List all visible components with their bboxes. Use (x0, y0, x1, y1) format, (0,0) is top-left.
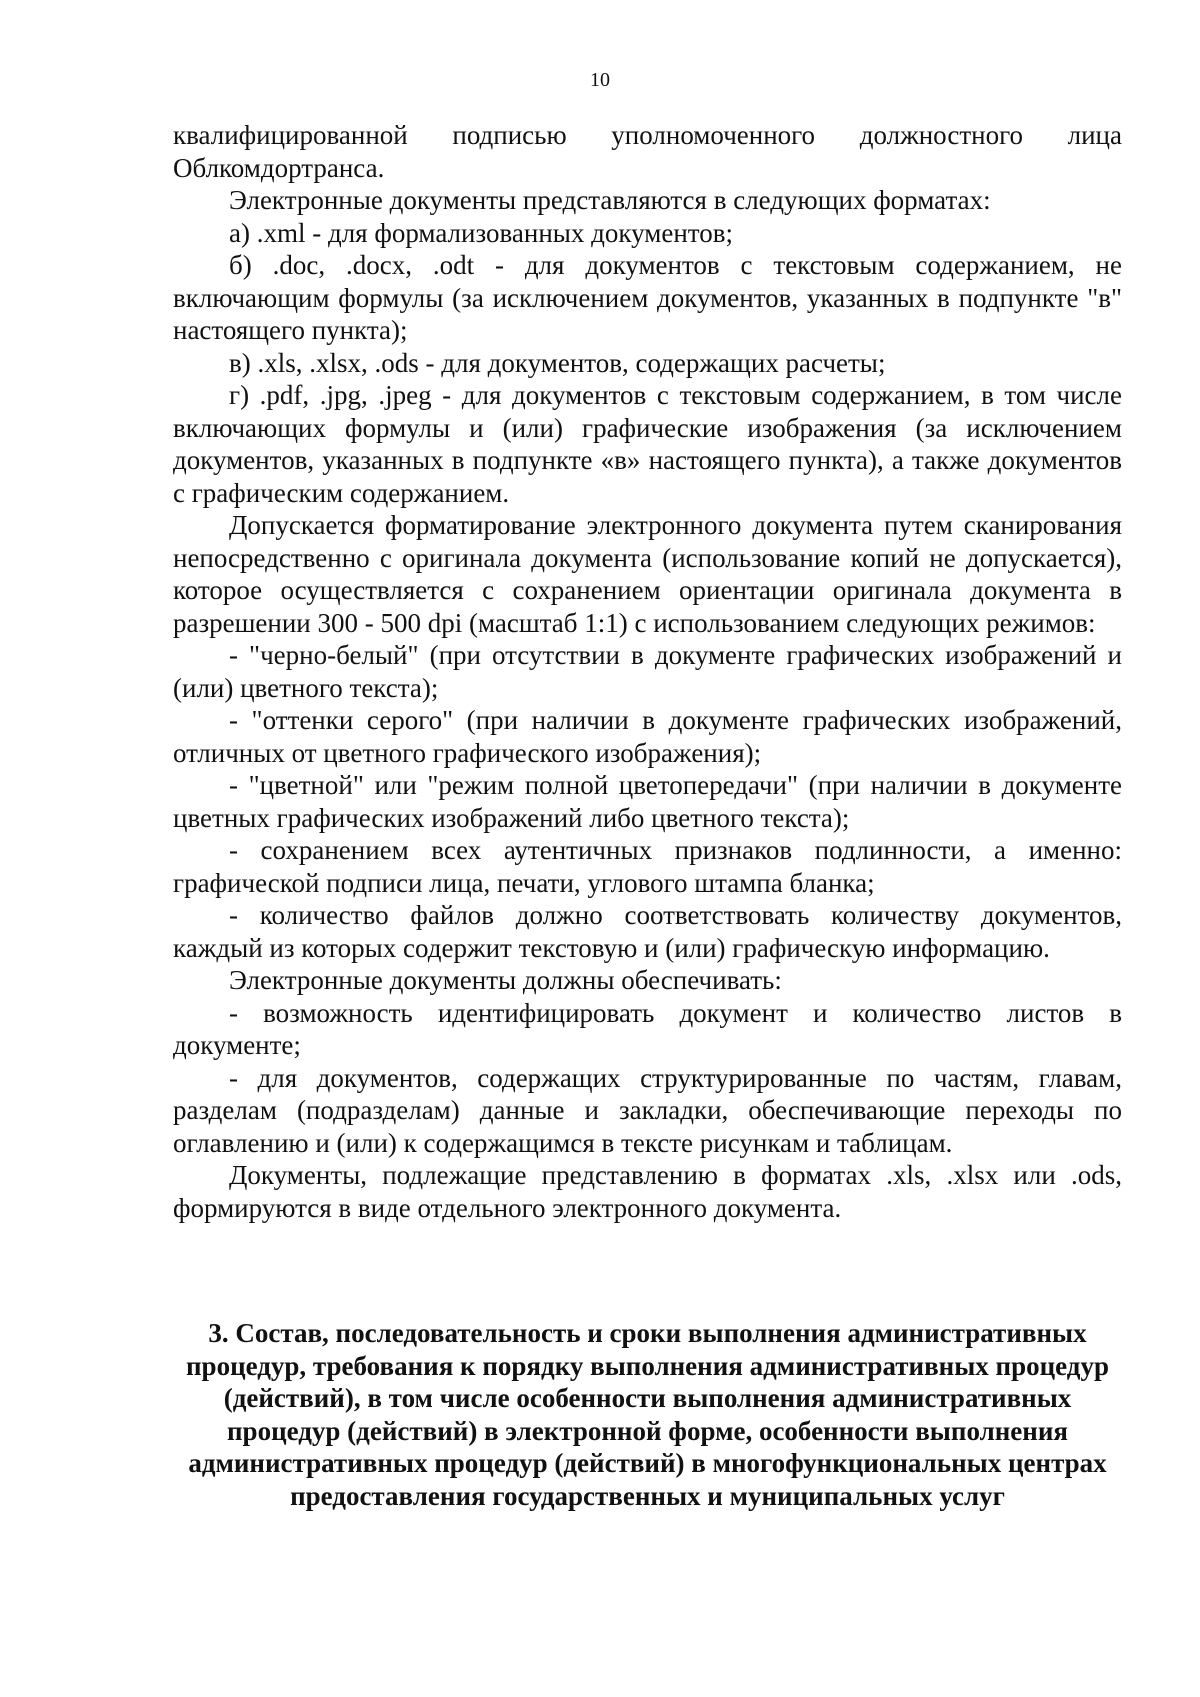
section-heading: 3. Состав, последовательность и сроки выполнения административных процедур, требования к порядку выполнения административных процедур (действий), в том числе особенности выполнения административных процедур (действий) в электронной форме, особенности выполнения административных процедур (действий) в многофункциональных центрах предоставления государственных и муниципальных услуг (186, 1318, 1109, 1511)
paragraph-16: Документы, подлежащие представлению в форматах .xls, .xlsx или .ods, формируются в виде отдельного электронного документа. (173, 1160, 1122, 1223)
paragraph-12: - количество файлов должно соответствовать количеству документов, каждый из которых содержит текстовую и (или) графическую информацию. (173, 900, 1122, 963)
paragraph-15: - для документов, содержащих структурированные по частям, главам, разделам (подразделам) данные и закладки, обеспечивающие переходы по оглавлению и (или) к содержащимся в тексте рисункам и таблицам. (173, 1062, 1122, 1158)
body-text (173, 119, 1122, 1224)
paragraph-6: г) .pdf, .jpg, .jpeg - для документов с текстовым содержанием, в том числе включающих формулы и (или) графические изображения (за исключением документов, указанных в подпункте «в» настоящего пункта), а также документов с графическим содержанием. (173, 380, 1122, 508)
paragraph-7: Допускается форматирование электронного документа путем сканирования непосредственно с оригинала документа (использование копий не допускается), которое осуществляется с сохранением ориентации оригинала документа в разрешении 300 - 500 dpi (масштаб 1:1) с использованием следующих режимов: (173, 510, 1122, 638)
paragraph-1: квалифицированной подписью уполномоченного должностного лица Облкомдортранса. (173, 120, 1122, 183)
paragraph-2: Электронные документы представляются в следующих форматах: (229, 185, 991, 215)
paragraph-5: в) .xls, .xlsx, .ods - для документов, содержащих расчеты; (229, 347, 886, 378)
paragraph-9: - "оттенки серого" (при наличии в документе графических изображений, отличных от цветного графического изображения); (173, 705, 1122, 768)
paragraph-13: Электронные документы должны обеспечивать: (229, 965, 782, 995)
paragraph-14: - возможность идентифицировать документ и количество листов в документе; (173, 997, 1122, 1060)
paragraph-11: - сохранением всех аутентичных признаков подлинности, а именно: графической подписи лица, печати, углового штампа бланка; (173, 835, 1122, 898)
paragraph-3: а) .xml - для формализованных документов; (229, 217, 733, 248)
paragraph-10: - "цветной" или "режим полной цветопередачи" (при наличии в документе цветных графических изображений либо цветного текста); (173, 770, 1122, 833)
page-number: 10 (590, 69, 610, 91)
paragraph-8: - "черно-белый" (при отсутствии в документе графических изображений и (или) цветного текста); (173, 640, 1122, 703)
paragraph-4: б) .doc, .docx, .odt - для документов с текстовым содержанием, не включающим формулы (за исключением документов, указанных в подпункте "в" настоящего пункта); (173, 250, 1122, 345)
